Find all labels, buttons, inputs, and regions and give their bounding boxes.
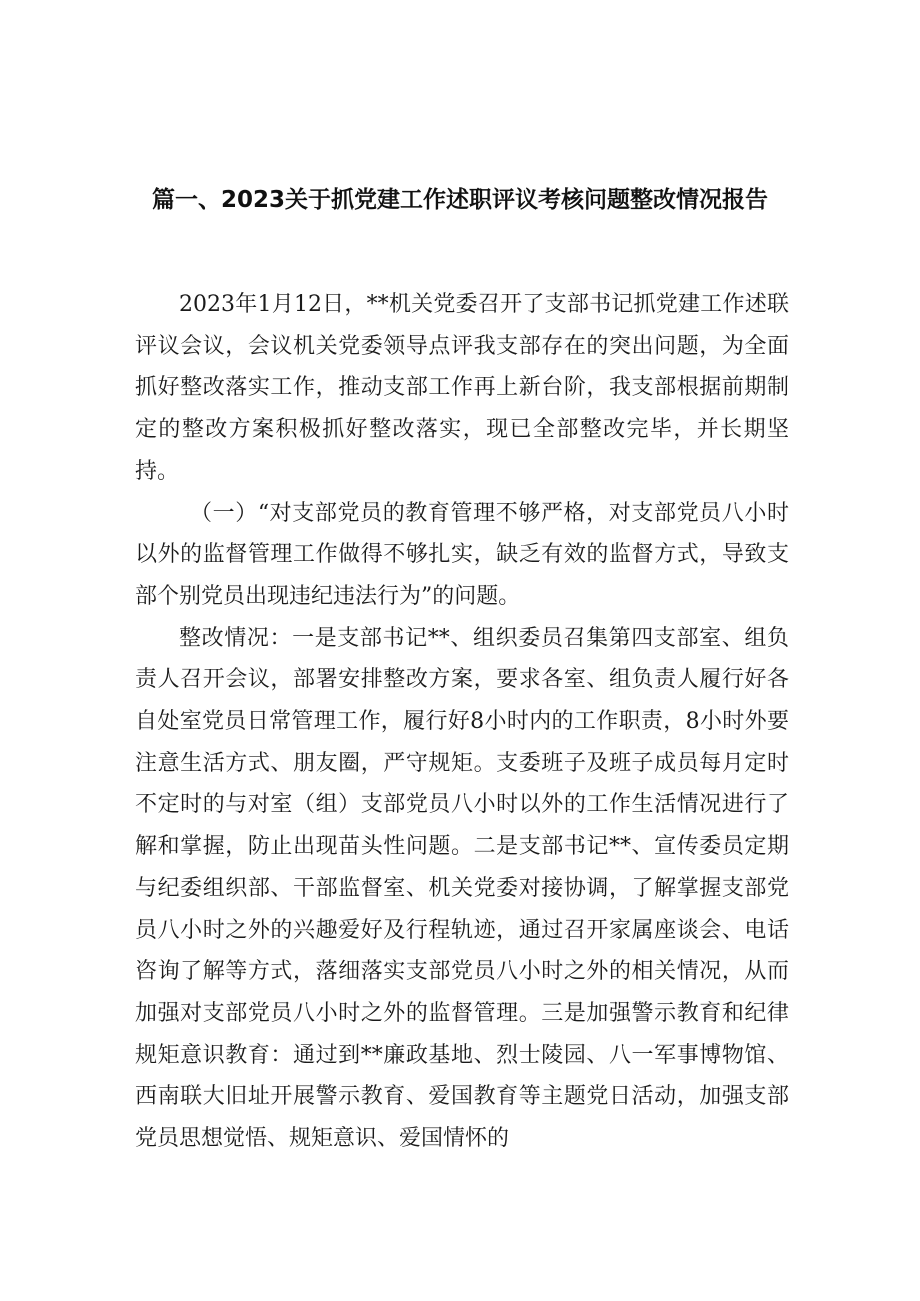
- paragraph-issue-1: （一）“对支部党员的教育管理不够严格，对支部党员八小时以外的监督管理工作做得不够扎实，缺乏有效的监督方式，导致支部个别党员出现违纪违法行为”的问题。: [135, 500, 789, 609]
- paragraph-rectification: 整改情况：一是支部书记**、组织委员召集第四支部室、组负责人召开会议，部署安排整改方案，要求各室、组负责人履行好各自处室党员日常管理工作，履行好8小时内的工作职责，8小时外要注意生活方式、朋友圈，严守规矩。支委班子及班子成员每月定时不定时的与对室（组）支部党员八小时以外的工作生活情况进行了解和掌握，防止出现苗头性问题。二是支部书记**、宣传委员定期与纪委组织部、干部监督室、机关党委对接协调，了解掌握支部党员八小时之外的兴趣爱好及行程轨迹，通过召开家属座谈会、电话咨询了解等方式，落细落实支部党员八小时之外的相关情况，从而加强对支部党员八小时之外的监督管理。三是加强警示教育和纪律规矩意识教育：通过到**廉政基地、烈士陵园、八一军事博物馆、西南联大旧址开展警示教育、爱国教育等主题党日活动，加强支部党员思想觉悟、规矩意识、爱国情怀的: [135, 625, 789, 1152]
- paragraph-intro: 2023年1月12日，**机关党委召开了支部书记抓党建工作述联评议会议，会议机关党委领导点评我支部存在的突出问题，为全面抓好整改落实工作，推动支部工作再上新台阶，我支部根据前期制定的整改方案积极抓好整改落实，现已全部整改完毕，并长期坚持。: [135, 292, 789, 484]
- document-body: [135, 284, 789, 1160]
- document-title: 篇一、2023关于抓党建工作述职评议考核问题整改情况报告: [151, 187, 768, 213]
